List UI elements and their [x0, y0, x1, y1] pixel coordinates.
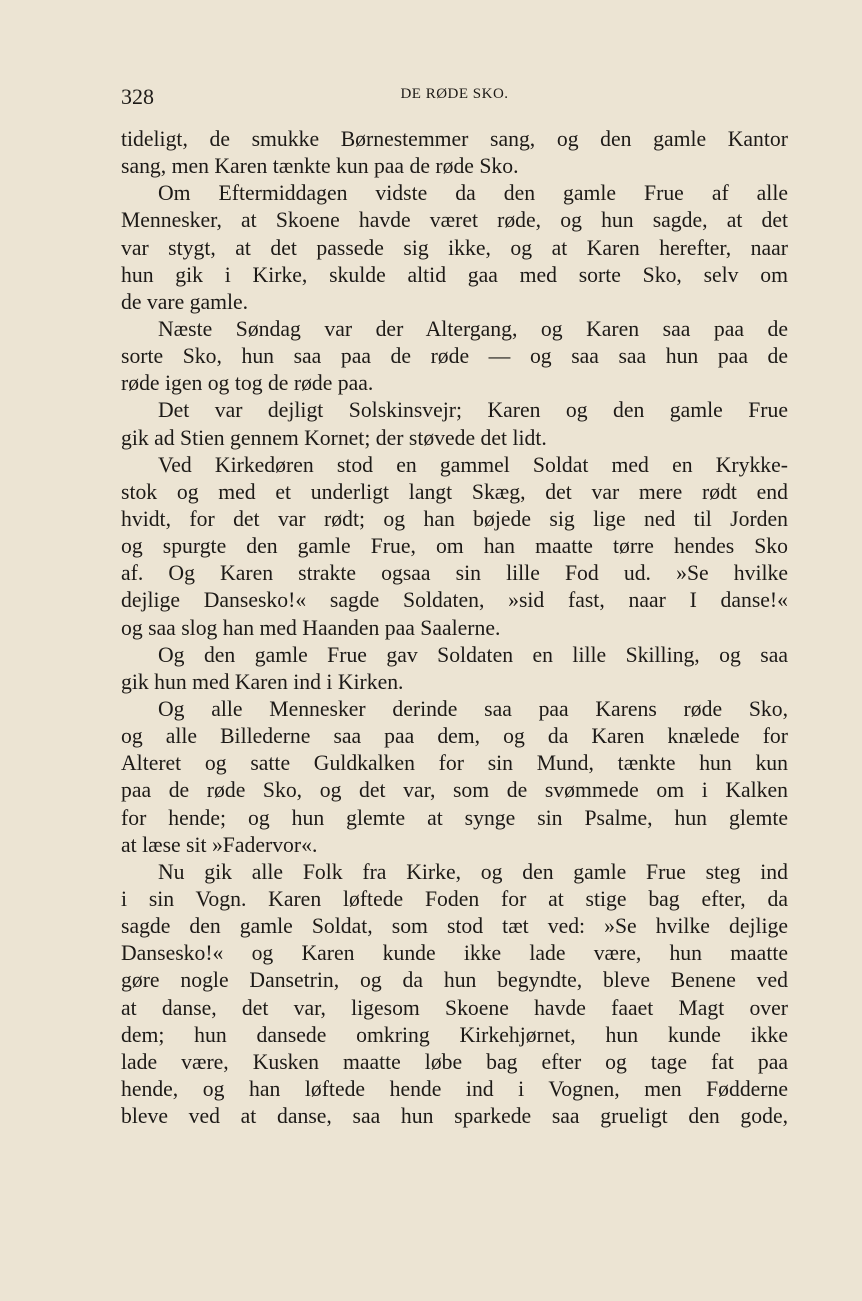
- text-line: Ved Kirkedøren stod en gammel Soldat med en Krykke-: [158, 452, 788, 477]
- text-line: sang, men Karen tænkte kun paa de røde Sko.: [121, 154, 519, 179]
- text-line: hvidt, for det var rødt; og han bøjede sig lige ned til Jorden: [121, 506, 788, 531]
- text-line: Alteret og satte Guldkalken for sin Mund, tænkte hun kun: [121, 751, 788, 776]
- text-line: gøre nogle Dansetrin, og da hun begyndte, bleve Benene ved: [121, 968, 788, 993]
- text-line: Det var dejligt Solskinsvejr; Karen og den gamle Frue: [158, 398, 788, 423]
- text-line: Næste Søndag var der Altergang, og Karen saa paa de: [158, 316, 788, 341]
- text-line: Dansesko!« og Karen kunde ikke lade være, hun maatte: [121, 941, 788, 966]
- text-line: tideligt, de smukke Børnestemmer sang, og den gamle Kantor: [121, 127, 788, 151]
- page-header: [121, 84, 788, 114]
- text-line: var stygt, at det passede sig ikke, og at Karen herefter, naar: [121, 235, 788, 260]
- text-line: stok og med et underligt langt Skæg, det var mere rødt end: [121, 479, 788, 504]
- text-line: lade være, Kusken maatte løbe bag efter og tage fat paa: [121, 1049, 788, 1074]
- text-line: dem; hun dansede omkring Kirkehjørnet, hun kunde ikke: [121, 1022, 788, 1047]
- text-line: paa de røde Sko, og det var, som de svømmede om i Kalken: [121, 778, 788, 803]
- text-line: Og den gamle Frue gav Soldaten en lille Skilling, og saa: [158, 642, 788, 667]
- text-line: Nu gik alle Folk fra Kirke, og den gamle Frue steg ind: [158, 859, 788, 884]
- text-line: at danse, det var, ligesom Skoene havde faaet Magt over: [121, 995, 788, 1020]
- text-line: Mennesker, at Skoene havde været røde, og hun sagde, at det: [121, 208, 788, 233]
- text-line: sagde den gamle Soldat, som stod tæt ved: »Se hvilke dejlige: [121, 914, 788, 939]
- text-line: hun gik i Kirke, skulde altid gaa med sorte Sko, selv om: [121, 262, 788, 287]
- text-line: sorte Sko, hun saa paa de røde — og saa saa hun paa de: [121, 344, 788, 369]
- text-line: og alle Billederne saa paa dem, og da Karen knælede for: [121, 724, 788, 749]
- text-line: røde igen og tog de røde paa.: [121, 371, 374, 396]
- text-line: Om Eftermiddagen vidste da den gamle Frue af alle: [158, 181, 788, 206]
- text-line: dejlige Dansesko!« sagde Soldaten, »sid fast, naar I danse!«: [121, 588, 788, 613]
- text-line: og spurgte den gamle Frue, om han maatte tørre hendes Sko: [121, 534, 788, 559]
- running-title: DE RØDE SKO.: [400, 86, 509, 102]
- text-line: for hende; og hun glemte at synge sin Psalme, hun glemte: [121, 805, 788, 830]
- text-line: Og alle Mennesker derinde saa paa Karens røde Sko,: [158, 696, 788, 721]
- text-line: gik ad Stien gennem Kornet; der støvede det lidt.: [121, 425, 547, 450]
- text-line: og saa slog han med Haanden paa Saalerne.: [121, 615, 501, 640]
- text-line: i sin Vogn. Karen løftede Foden for at stige bag efter, da: [121, 886, 788, 911]
- text-line: af. Og Karen strakte ogsaa sin lille Fod ud. »Se hvilke: [121, 561, 788, 586]
- text-line: bleve ved at danse, saa hun sparkede saa grueligt den gode,: [121, 1104, 788, 1129]
- text-line: at læse sit »Fadervor«.: [121, 832, 318, 857]
- text-line: hende, og han løftede hende ind i Vognen, men Fødderne: [121, 1076, 788, 1101]
- text-line: de vare gamle.: [121, 289, 249, 314]
- body-text: [121, 126, 788, 1130]
- page-number: 328: [121, 84, 154, 109]
- text-line: gik hun med Karen ind i Kirken.: [121, 669, 404, 694]
